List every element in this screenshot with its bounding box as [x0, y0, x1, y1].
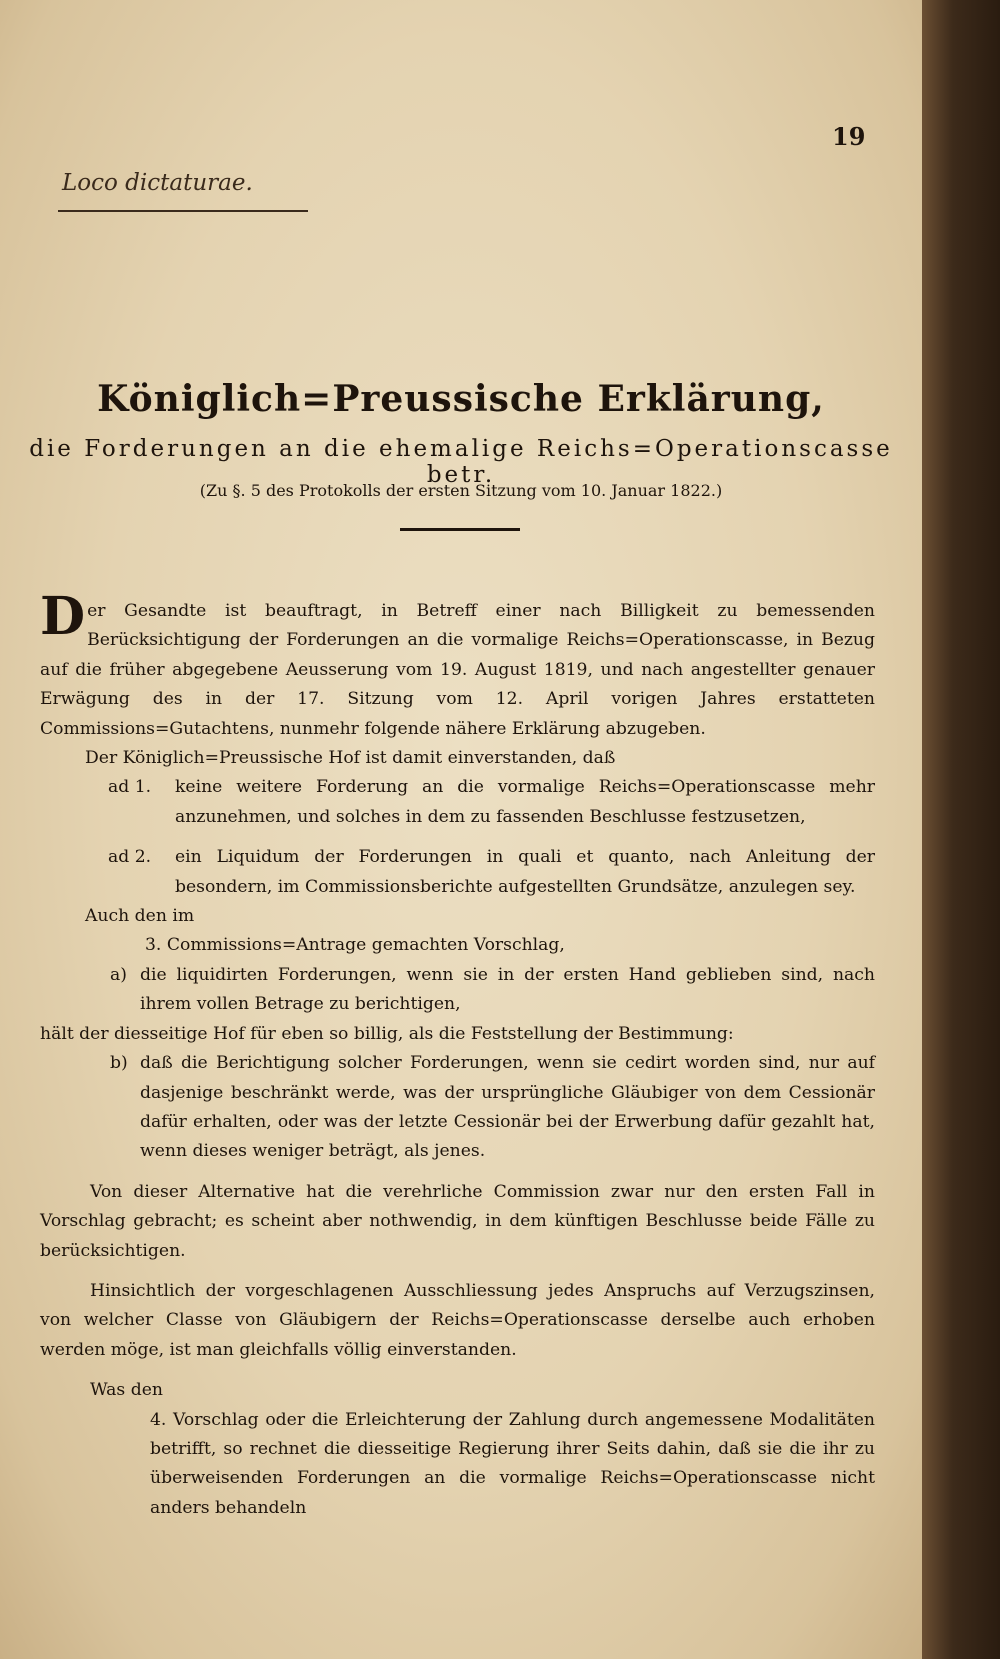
- item-a-text: die liquidirten Forderungen, wenn sie in der ersten Hand geblieben sind, nach ihrem vollen Betrage zu berichtigen,: [140, 964, 875, 1015]
- item-b: [40, 1049, 875, 1167]
- document-subtitle: die Forderungen an die ehemalige Reichs=Operationscasse betr.: [29, 436, 893, 488]
- margin-note-underline: [58, 210, 308, 212]
- title-divider: [400, 528, 520, 531]
- item-ad-1: [40, 773, 875, 832]
- paragraph-interest: Hinsichtlich der vorgeschlagenen Ausschliessung jedes Anspruchs auf Verzugszinsen, von welcher Classe von Gläubigern der Reichs=Operationscasse derselbe auch erhoben werden möge, ist man gleichfalls völlig einverstanden.: [40, 1280, 875, 1360]
- item-b-label: b): [110, 1053, 128, 1074]
- paragraph-alternative: Von dieser Alternative hat die verehrliche Commission zwar nur den ersten Fall in Vorschlag gebracht; es scheint aber nothwendig, in dem künftigen Beschlusse beide Fälle zu berücksichtigen.: [40, 1181, 875, 1261]
- item-ad-2-text: ein Liquidum der Forderungen in quali et quanto, nach Anleitung der besondern, im Commissionsberichte aufgestellten Grundsätze, anzulegen sey.: [175, 847, 875, 897]
- item-ad-1-text: keine weitere Forderung an die vormalige Reichs=Operationscasse mehr anzunehmen, und solches in dem zu fassenden Beschlusse festzusetzen,: [175, 777, 875, 827]
- paragraph-intro-text: er Gesandte ist beauftragt, in Betreff einer nach Billigkeit zu bemessenden Berücksichtigung der Forderungen an die vormalige Reichs=Operationscasse, in Bezug auf die früher abgegebene Aeusserung vom 19. August 1819, und nach angestellter genauer Erwägung des in der 17. Sitzung vom 12. April vorigen Jahres erstatteten Commissions=Gutachtens, nunmehr folgende nähere Erklärung abzugeben.: [40, 601, 875, 739]
- item-ad-1-label: ad 1.: [108, 777, 152, 798]
- page-number: 19: [832, 122, 866, 151]
- item-a: [40, 961, 875, 1020]
- item-a-label: a): [110, 964, 127, 985]
- margin-note: Loco dictaturae.: [62, 170, 253, 196]
- item-ad-2: [40, 843, 875, 902]
- item-4: 4. Vorschlag oder die Erleichterung der Zahlung durch angemessene Modalitäten betrifft, so rechnet die diesseitige Regierung ihrer Seits dahin, daß sie die ihr zu überweisenden Forderungen an die vormalige Reichs=Operationscasse nicht anders behandeln: [150, 1409, 875, 1518]
- document-title: Königlich=Preussische Erklärung,: [97, 378, 825, 420]
- paragraph-agreement: Der Königlich=Preussische Hof ist damit einverstanden, daß: [85, 748, 616, 769]
- book-edge: [922, 0, 1000, 1659]
- item-b-text: daß die Berichtigung solcher Forderungen, wenn sie cedirt worden sind, nur auf dasjenige beschränkt werde, was der ursprüngliche Gläubiger von dem Cessionär dafür erhalten, oder was der letzte Cessionär bei der Erwerbung dafür gezahlt hat, wenn dieses weniger beträgt, als jenes.: [140, 1053, 875, 1162]
- drop-cap: D: [40, 586, 86, 647]
- item-3-heading: 3. Commissions=Antrage gemachten Vorschlag,: [145, 935, 565, 956]
- item-ad-2-label: ad 2.: [108, 847, 152, 868]
- paragraph-also: Auch den im: [85, 906, 195, 927]
- paragraph-intro: [40, 586, 875, 744]
- paragraph-what: Was den: [90, 1380, 163, 1401]
- paragraph-holds: hält der diesseitige Hof für eben so billig, als die Feststellung der Bestimmung:: [40, 1023, 734, 1044]
- document-body: [40, 586, 875, 1523]
- protocol-reference: (Zu §. 5 des Protokolls der ersten Sitzung vom 10. Januar 1822.): [199, 481, 723, 500]
